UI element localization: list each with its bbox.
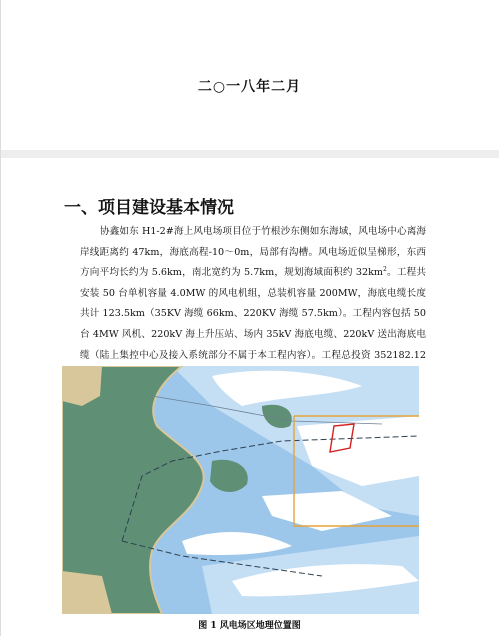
figure-caption: 图 1 风电场区地理位置图 — [198, 621, 301, 631]
wind-farm-location-map — [62, 366, 419, 614]
document-date: 二○一八年二月 — [197, 79, 302, 95]
project-description-paragraph — [80, 222, 426, 387]
page-top — [0, 0, 499, 150]
paragraph-part-1: 协鑫如东 H1-2#海上风电场项目位于竹根沙东侧如东海域，风电场中心离海岸线距离约 47km，海底高程-10～0m，局部有沟槽。风电场近似呈梯形，东西方向平均长约为 5.6km，南北宽约为 5.7km，规划海域面积约 32km — [80, 226, 426, 279]
page-separator — [0, 150, 499, 158]
section-heading: 一、项目建设基本情况 — [64, 198, 234, 218]
paragraph-part-2: 。工程共安装 50 台单机容量 4.0MW 的风电机组，总装机容量 200MW，海底电缆长度共计 123.5km（35KV 海缆 66km、220KV 海缆 57.5km）。工程内容包括 50 台 4MW 风机、220kV 海上升压站、场内 35kV 海底电缆、220kV 送出海底电缆（陆上集控中心及接入系统部分不属于本工程内容）。工程总投资 352182.12 — [80, 267, 426, 361]
area-unit-superscript: 2 — [383, 266, 387, 273]
